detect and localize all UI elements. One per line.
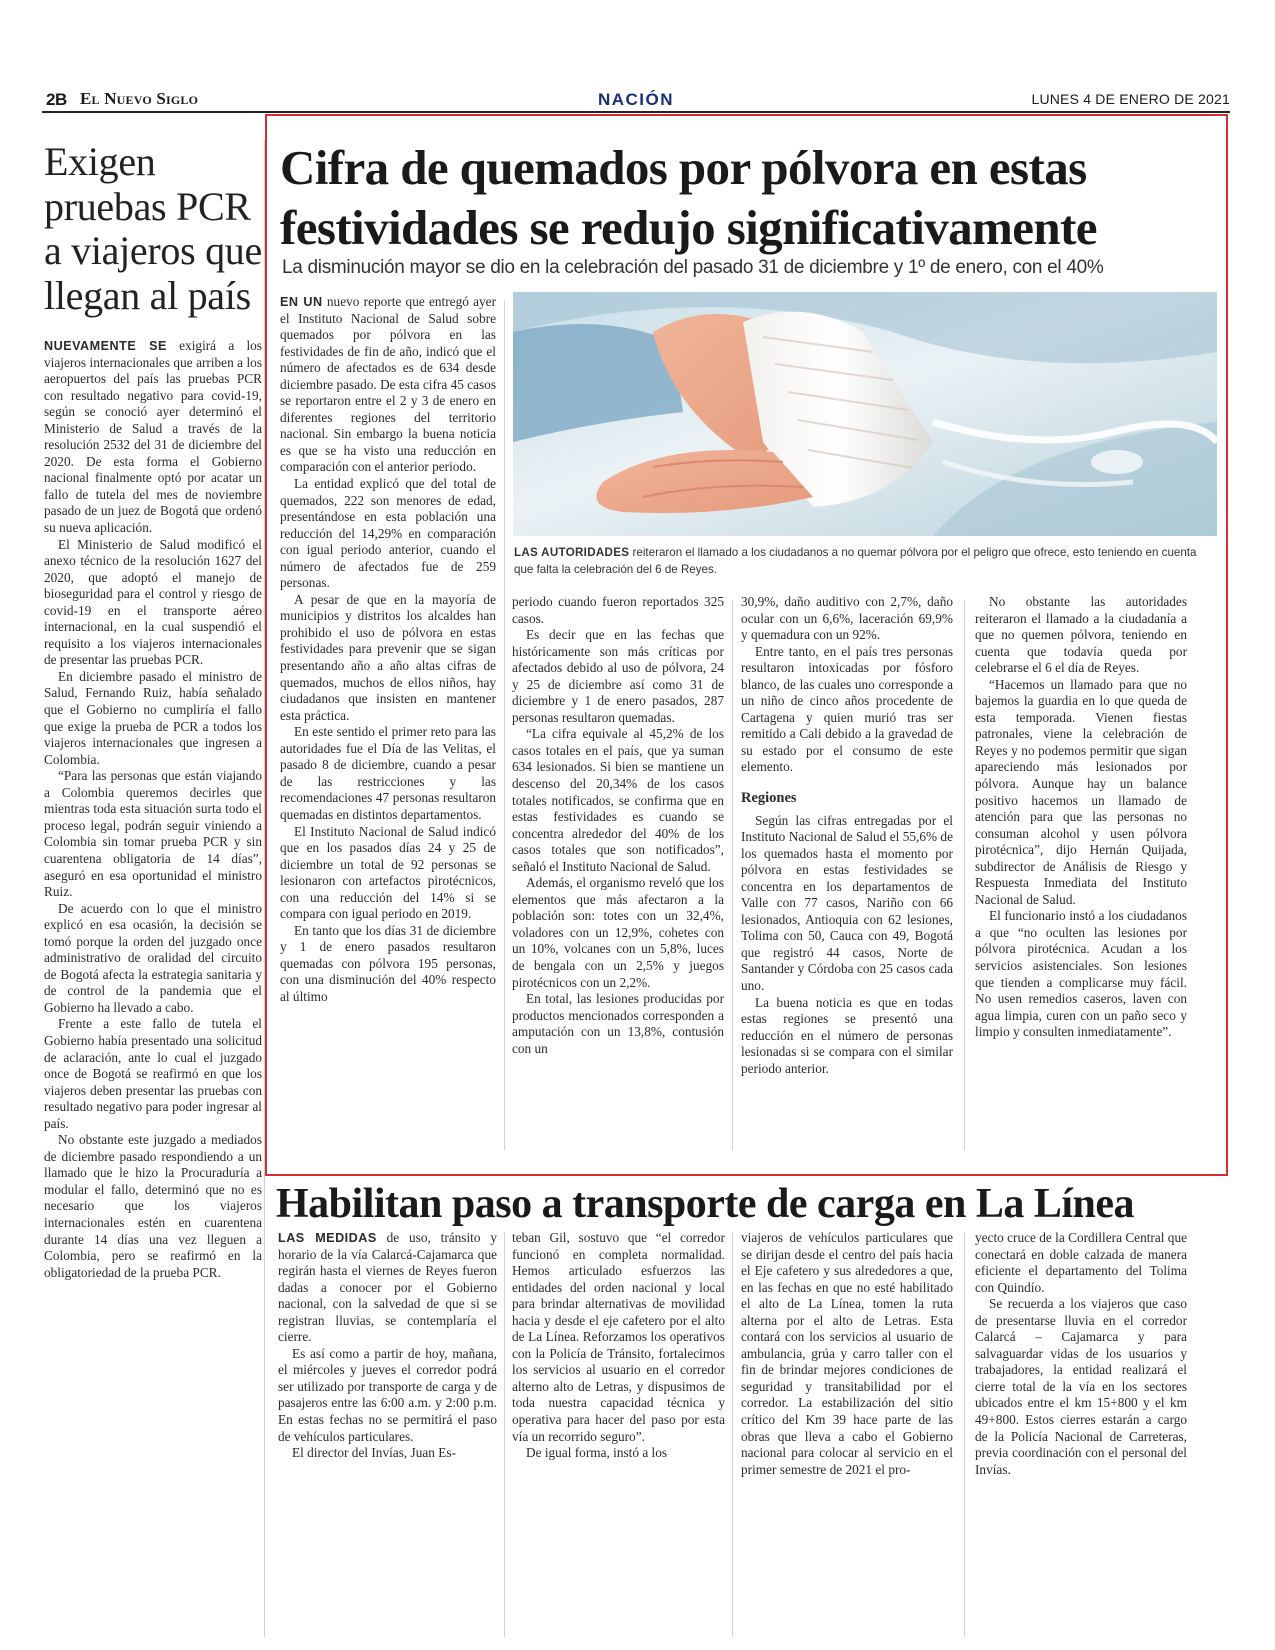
paragraph: La entidad explicó que del total de quemados, 222 son menores de edad, presentándose en esta población una reducción del 14,29% en comparación con igual periodo anterior, cuando el número de afectados fue de 259 personas. [280, 476, 496, 591]
photo-caption [514, 544, 1214, 578]
caption-text: reiteraron el llamado a los ciudadanos a no quemar pólvora por el peligro que ofrece, esto teniendo en cuenta que falta la celebración del 6 de Reyes. [514, 546, 1197, 576]
issue-date: LUNES 4 DE ENERO DE 2021 [1031, 91, 1230, 107]
second-article-column-4 [975, 1230, 1187, 1478]
paragraph: Se recuerda a los viajeros que caso de presentarse lluvia en el corredor Calarcá – Cajamarca y para salvaguardar vidas de los usuarios y trabajadores, la entidad realizará el cierre total de la vía en los sectores ubicados entre el km 15+800 y el km 49+800. Estos cierres estarán a cargo de la Policía Nacional de Carreteras, previa coordinación con el personal del Invías. [975, 1296, 1187, 1477]
paragraph: En total, las lesiones producidas por productos mencionados corresponden a amputación con un 13,8%, contusión con un [512, 991, 724, 1056]
second-article-kicker: LAS MEDIDAS [278, 1231, 377, 1245]
paragraph: El Ministerio de Salud modificó el anexo técnico de la resolución 1627 del 2020, que adoptó el manejo de bioseguridad para el control y riesgo de covid-19 en el transporte aéreo internacional, en la cual suspendió el requisito a los viajeros internacionales de presentar las pruebas PCR. [44, 536, 262, 668]
left-article-title: Exigen pruebas PCR a viajeros que llegan al país [44, 139, 262, 318]
left-article-kicker: NUEVAMENTE SE [44, 339, 167, 353]
paragraph: Según las cifras entregadas por el Instituto Nacional de Salud el 55,6% de los quemados hasta el momento por pólvora en estas festividades se concentra en los departamentos de Valle con 77 casos, Nariño con 66 lesionados, Antioquia con 62 lesiones, Tolima con 50, Cauca con 49, Bogotá que registró 44 casos, Norte de Santander y Córdoba con 25 casos cada uno. [741, 812, 953, 994]
paragraph: La buena noticia es que en todas estas regiones se presentó una reducción en el número de personas lesionadas si se compara con el similar periodo anterior. [741, 994, 953, 1076]
column-divider [732, 600, 733, 1150]
main-article-title: Cifra de quemados por pólvora en estas festividades se redujo significativamente [280, 140, 1097, 255]
paragraph: “Hacemos un llamado para que no bajemos la guardia en lo que queda de esta temporada. Vienen fiestas patronales, viene la celebración de Reyes y no podemos permitir que sigan apareciendo más lesionados por pólvora. Aunque hay un balance positivo hacemos un llamado de atención para que las personas no consuman alcohol y usen pólvora pirotécnica”, dijo Hernán Quijada, subdirector de Análisis de Riesgo y Respuesta Inmediata del Instituto Nacional de Salud. [975, 676, 1187, 907]
paragraph-text: nuevo reporte que entregó ayer el Instituto Nacional de Salud sobre quemados por pólvora en las festividades de fin de año, indicó que el número de afectados es de 634 desde diciembre pasado. De esta cifra 45 casos se reportaron entre el 2 y 3 de enero en diferentes regiones del territorio nacional. Sin embargo la buena noticia es que se ha visto una reducción en comparación con el anterior periodo. [280, 294, 497, 475]
paragraph: teban Gil, sostuvo que “el corredor funcionó en completa normalidad. Hemos articulado esfuerzos las entidades del orden nacional y local para brindar alternativas de movilidad hacia y desde el eje cafetero por el alto de La Línea. Reforzamos los operativos con la Policía de Tránsito, fortalecimos los servicios al usuario en el corredor alterno alto de Letras, y dispusimos de toda nuestra capacidad técnica y operativa para hacer del paso por esta vía un recorrido seguro”. [512, 1230, 725, 1444]
paragraph: yecto cruce de la Cordillera Central que conectará en doble calzada de manera eficiente el departamento del Tolima con Quindío. [975, 1230, 1187, 1295]
left-article-lead [44, 338, 262, 537]
second-article-column-3 [741, 1230, 953, 1478]
column-divider [504, 1232, 505, 1637]
paragraph: El director del Invías, Juan Es- [292, 1445, 456, 1461]
caption-kicker: LAS AUTORIDADES [514, 546, 630, 559]
main-article-column-1 [280, 294, 496, 1006]
second-article-column-1 [278, 1230, 497, 1462]
main-article-subtitle: La disminución mayor se dio en la celebración del pasado 31 de diciembre y 1º de enero, con el 40% [282, 257, 1104, 278]
paragraph: “Para las personas que están viajando a Colombia queremos decirles que mientras toda esta situación surta todo el proceso legal, podrán seguir viniendo a Colombia sin tomar prueba PCR y sin cuarentena obligatoria de 14 días”, aseguró en esa oportunidad el ministro Ruiz. [44, 768, 262, 900]
second-article-column-2 [512, 1230, 725, 1462]
paragraph: Frente a este fallo de tutela el Gobierno había presentado una solicitud de aclaración, ante lo cual el juzgado once de Bogotá se reafirmó en que los viajeros deben presentar las pruebas con resultado negativo para poder ingresar al país. [44, 1016, 262, 1131]
paragraph: En diciembre pasado el ministro de Salud, Fernando Ruiz, había señalado que el Gobierno no cumpliría el fallo que exige la prueba de PCR a todos los viajeros internacionales que ingresen a Colombia. [44, 668, 262, 767]
section-name: NACIÓN [597, 90, 675, 109]
header-rule [42, 111, 1230, 113]
main-article-kicker: EN UN [280, 295, 323, 309]
second-article-lead [278, 1230, 497, 1346]
left-article [44, 140, 262, 1281]
main-article-column-2 [512, 594, 724, 1057]
second-article-title: Habilitan paso a transporte de carga en La Línea [276, 1181, 1135, 1227]
column-divider [964, 1232, 965, 1637]
subheading-regiones: Regiones [741, 790, 797, 807]
paragraph: A pesar de que en la mayoría de municipios y distritos los alcaldes han prohibido el uso de pólvora en estas festividades para prevenir que se sigan presentando año a año altas cifras de quemados, muchos de ellos niños, hay ciudadanos que insisten en mantener esta práctica. [280, 591, 496, 723]
column-divider [964, 600, 965, 1150]
page-header [42, 88, 1230, 112]
main-article-column-4 [975, 594, 1187, 1041]
left-article-body [44, 338, 262, 1281]
left-article-lead-text: exigirá a los viajeros internacionales que arriben a los aeropuertos del país las pruebas PCR con resultado negativo para covid-19, según se conoció ayer determinó el Ministerio de Salud a través de la resolución 2532 del 31 de diciembre del 2020. De esta forma el Gobierno nacional finalmente optó por acatar un fallo de tutela del mes de noviembre pasado de un juez de Bogotá que ordenó su nueva aplicación. [44, 338, 262, 536]
paragraph: No obstante este juzgado a mediados de diciembre pasado respondiendo a un llamado que le hizo la Procuraduría a modular el fallo, determinó que no es necesario que los viajeros internacionales estén en cuarentena durante 14 días una vez lleguen a Colombia, pero se reafirmó en la obligatoriedad de la prueba PCR. [44, 1132, 262, 1280]
paragraph: Es decir que en las fechas que históricamente son más críticas por afectados debido al uso de pólvora, 24 y 25 de diciembre así como 31 de diciembre y 1 de enero pasados, 287 personas resultaron quemadas. [512, 627, 724, 725]
paragraph: Además, el organismo reveló que los elementos que más afectaron a la población son: totes con un 32,4%, voladores con un 12,9%, cohetes con un 10%, volcanes con un 5,8%, luces de bengala con un 2,5% y juegos pirotécnicos con un 2,2%. [512, 875, 724, 990]
paragraph: No obstante las autoridades reiteraron el llamado a la ciudadanía a que no quemen pólvora, teniendo en cuenta que todavía queda por celebrarse el 6 el día de Reyes. [975, 594, 1187, 676]
article-photo-bandaged-hand [513, 292, 1217, 536]
paragraph: En este sentido el primer reto para las autoridades fue el Día de las Velitas, el pasado 8 de diciembre, cuando a pesar de las restricciones y las recomendaciones 47 personas resultaron quemadas en distintos departamentos. [280, 724, 496, 822]
paragraph: 30,9%, daño auditivo con 2,7%, daño ocular con un 6,6%, laceración 69,9% y quemadura con un 92%. [741, 594, 953, 643]
paragraph: De acuerdo con lo que el ministro explicó en esa ocasión, la decisión se tomó porque la orden del juzgado once administrativo de oralidad del circuito de Bogotá afecta la estrategia sanitaria y de control de la pandemia que el Gobierno ha llevado a cabo. [44, 900, 262, 1015]
paragraph: Entre tanto, en el país tres personas resultaron intoxicadas por fósforo blanco, de las cuales uno corresponde a un niño de cinco años procedente de Cartagena y quien murió tras ser remitido a Cali debido a la gravedad de su estado por el consumo de este elemento. [741, 643, 953, 775]
main-article-column-3 [741, 594, 953, 1077]
newspaper-name: El Nuevo Siglo [80, 89, 199, 108]
paragraph: Es así como a partir de hoy, mañana, el miércoles y jueves el corredor podrá ser utilizado por transporte de carga y de pasajeros entre las 6:00 a.m. y 2:00 p.m. En estas fechas no se permitirá el paso de vehículos particulares. [278, 1345, 497, 1444]
page-number: 2B [46, 90, 67, 109]
paragraph: En tanto que los días 31 de diciembre y 1 de enero pasados resultaron quemadas con pólvora 195 personas, con una disminución del 40% respecto al último [280, 922, 496, 1004]
paragraph-text: de uso, tránsito y horario de la vía Calarcá-Cajamarca que regirán hasta el viernes de Reyes fueron dadas a conocer por el Gobierno nacional, con la salvedad de que si se registran lluvias, se contemplaría el cierre. [278, 1230, 498, 1345]
paragraph: De igual forma, instó a los [526, 1445, 668, 1461]
main-article-lead [280, 294, 496, 476]
paragraph: “La cifra equivale al 45,2% de los casos totales en el país, que ya suman 634 lesionados. Si bien se mantiene un descenso del 20,34% de los casos totales notificados, se confirma que en estas festividades es cuando se concentra alrededor del 40% de los casos totales que son notificados”, señaló el Instituto Nacional de Salud. [512, 726, 724, 874]
column-divider [504, 300, 505, 1150]
paragraph: El funcionario instó a los ciudadanos a que “no oculten las lesiones por pólvora pirotécnica. Acudan a los servicios asistenciales. Son lesiones que tienden a complicarse muy fácil. No usen remedios caseros, laven con agua limpia, curen con un paño seco y limpio y consulten inmediatamente”. [975, 908, 1187, 1040]
column-divider [732, 1232, 733, 1637]
paragraph: periodo cuando fueron reportados 325 casos. [512, 594, 724, 626]
paragraph: viajeros de vehículos particulares que se dirijan desde el centro del país hacia el Eje cafetero y sus alrededores a que, en las fechas en que no esté habilitado el alto de La Línea, tomen la ruta alterna por el alto de Letras. Esta contará con los servicios al usuario de ambulancia, grúa y carro taller con el fin de brindar mejores condiciones de seguridad y transitabilidad por el corredor. La estabilización del sitio crítico del Km 39 hace parte de las obras que lleva a cabo el Gobierno nacional para colocar al servicio en el primer semestre de 2021 el pro- [741, 1230, 953, 1477]
paragraph: El Instituto Nacional de Salud indicó que en los pasados días 24 y 25 de diciembre un total de 92 personas se lesionaron con artefactos pirotécnicos, con una reducción del 14% si se compara con igual periodo en 2019. [280, 823, 496, 922]
